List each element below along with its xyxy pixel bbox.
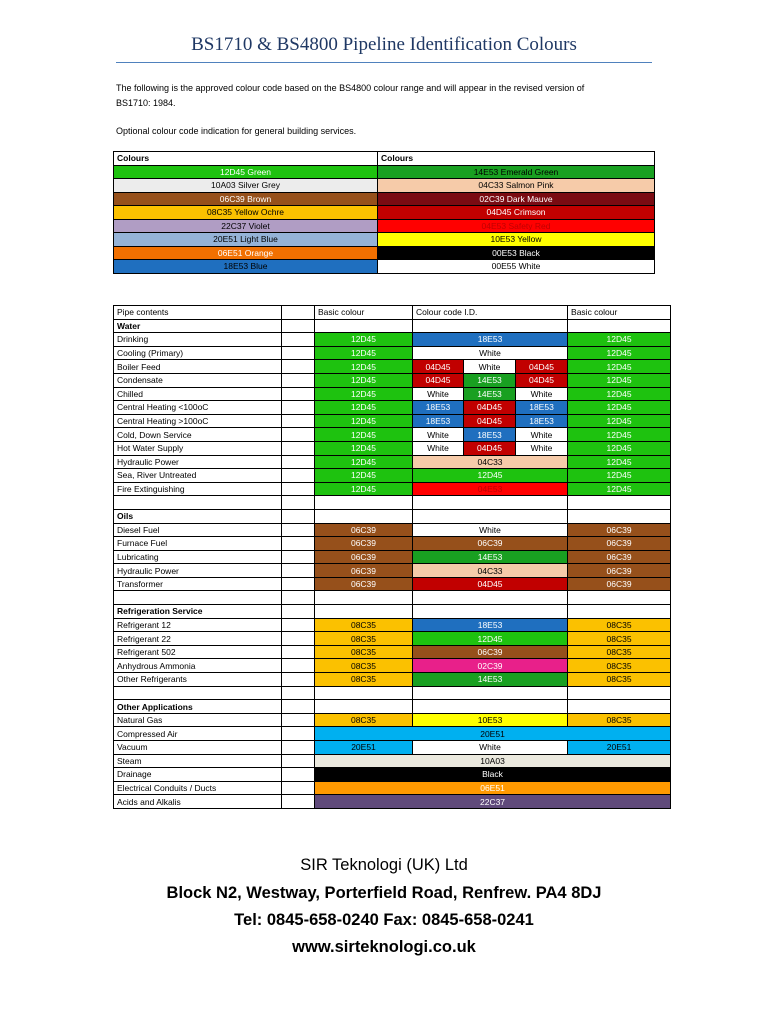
pipe-label: Refrigerant 502 — [114, 645, 282, 659]
basic-colour-cell: 12D45 — [315, 455, 413, 469]
pipe-label: Drainage — [114, 768, 282, 782]
colour-code-band: 04D45 — [464, 441, 516, 455]
basic-colour-cell — [315, 686, 413, 700]
basic-colour-cell-2: 12D45 — [568, 482, 671, 496]
colour-code-band: 14E53 — [464, 387, 516, 401]
colour-table-row — [114, 206, 655, 220]
pipe-label: Natural Gas — [114, 713, 282, 727]
basic-colour-cell — [315, 605, 413, 619]
basic-colour-cell: 06C39 — [315, 523, 413, 537]
colour-code-cell: 10E53 — [413, 713, 568, 727]
pipe-row — [114, 754, 671, 768]
pipe-row — [114, 401, 671, 415]
basic-colour-cell — [315, 700, 413, 714]
pipe-label: Sea, River Untreated — [114, 469, 282, 483]
basic-colour-cell: 12D45 — [315, 482, 413, 496]
basic-colour-cell — [315, 509, 413, 523]
basic-colour-cell — [315, 496, 413, 510]
pipe-label: Refrigerant 12 — [114, 618, 282, 632]
basic-colour-cell-2: 06C39 — [568, 577, 671, 591]
colour-swatch-left: 10A03 Silver Grey — [114, 179, 378, 193]
pipe-row — [114, 673, 671, 687]
colour-code-cell: 12D45 — [413, 469, 568, 483]
colour-code-cell: White — [413, 741, 568, 755]
header-spacer — [282, 306, 315, 320]
colour-code-band: White — [413, 441, 464, 455]
basic-colour-cell-2: 06C39 — [568, 564, 671, 578]
pipe-contents-table — [113, 305, 671, 809]
basic-colour-cell: 12D45 — [315, 360, 413, 374]
colour-swatch-right: 00E55 White — [378, 260, 655, 274]
pipe-label: Acids and Alkalis — [114, 795, 282, 809]
basic-colour-cell: 12D45 — [315, 401, 413, 415]
basic-colour-cell-2: 06C39 — [568, 523, 671, 537]
section-row — [114, 319, 671, 333]
colour-swatch-right: 10E53 Yellow — [378, 233, 655, 247]
pipe-row — [114, 645, 671, 659]
colour-swatch-left: 06E51 Orange — [114, 246, 378, 260]
colour-code-band: 18E53 — [413, 414, 464, 428]
pipe-label: Central Heating >100oC — [114, 414, 282, 428]
basic-colour-cell-2: 08C35 — [568, 632, 671, 646]
spacer-cell — [282, 428, 315, 442]
basic-colour-cell-2: 20E51 — [568, 741, 671, 755]
optional-note: Optional colour code indication for general building services. — [116, 126, 357, 136]
spacer-cell — [282, 537, 315, 551]
basic-colour-cell: 08C35 — [315, 659, 413, 673]
spacer-cell — [282, 618, 315, 632]
full-colour-cell: 06E51 — [315, 781, 671, 795]
spacer-cell — [282, 455, 315, 469]
basic-colour-cell-2 — [568, 700, 671, 714]
colour-table-row — [114, 219, 655, 233]
section-label: Other Applications — [114, 700, 282, 714]
page-title: BS1710 & BS4800 Pipeline Identification Colours — [191, 34, 577, 55]
colour-code-cell — [413, 700, 568, 714]
pipe-table-header — [114, 306, 671, 320]
spacer-cell — [282, 360, 315, 374]
colour-swatch-right: 04D45 Crimson — [378, 206, 655, 220]
spacer-cell — [282, 496, 315, 510]
basic-colour-cell: 06C39 — [315, 550, 413, 564]
basic-colour-cell-2 — [568, 686, 671, 700]
header-basic-colour: Basic colour — [315, 306, 413, 320]
spacer-cell — [282, 482, 315, 496]
full-colour-cell: 10A03 — [315, 754, 671, 768]
basic-colour-cell-2: 08C35 — [568, 659, 671, 673]
basic-colour-cell: 12D45 — [315, 346, 413, 360]
basic-colour-cell-2: 06C39 — [568, 537, 671, 551]
pipe-row — [114, 346, 671, 360]
pipe-label: Central Heating <100oC — [114, 401, 282, 415]
pipe-row — [114, 564, 671, 578]
basic-colour-cell-2: 12D45 — [568, 441, 671, 455]
colour-code-band: 04D45 — [464, 401, 516, 415]
colour-code-band: White — [516, 387, 568, 401]
spacer-cell — [282, 632, 315, 646]
colour-swatch-right: 14E53 Emerald Green — [378, 165, 655, 179]
pipe-label: Cooling (Primary) — [114, 346, 282, 360]
colour-code-cell: 14E53 — [413, 550, 568, 564]
colour-code-cell — [413, 496, 568, 510]
basic-colour-cell-2: 12D45 — [568, 346, 671, 360]
pipe-label: Fire Extinguishing — [114, 482, 282, 496]
section-label: Refrigeration Service — [114, 605, 282, 619]
pipe-row — [114, 414, 671, 428]
full-colour-cell: 20E51 — [315, 727, 671, 741]
intro-line-1: The following is the approved colour code based on the BS4800 colour range and will appear in the revised version of — [116, 83, 585, 93]
pipe-row — [114, 659, 671, 673]
blank-label — [114, 591, 282, 605]
spacer-cell — [282, 727, 315, 741]
colour-swatch-right: 00E53 Black — [378, 246, 655, 260]
pipe-label: Hot Water Supply — [114, 441, 282, 455]
basic-colour-cell: 12D45 — [315, 469, 413, 483]
pipe-row — [114, 333, 671, 347]
pipe-row — [114, 577, 671, 591]
pipe-label: Steam — [114, 754, 282, 768]
pipe-label: Anhydrous Ammonia — [114, 659, 282, 673]
spacer-cell — [282, 686, 315, 700]
colour-swatch-left: 06C39 Brown — [114, 192, 378, 206]
basic-colour-cell-2: 12D45 — [568, 373, 671, 387]
basic-colour-cell-2 — [568, 605, 671, 619]
pipe-row — [114, 441, 671, 455]
colour-table-row — [114, 179, 655, 193]
blank-row — [114, 686, 671, 700]
full-colour-cell: 22C37 — [315, 795, 671, 809]
pipe-label: Hydraulic Power — [114, 564, 282, 578]
pipe-row — [114, 373, 671, 387]
colour-table-row — [114, 260, 655, 274]
pipe-label: Transformer — [114, 577, 282, 591]
colour-code-cell — [413, 686, 568, 700]
colour-code-cell: 18E53 — [413, 618, 568, 632]
pipe-row — [114, 482, 671, 496]
pipe-row — [114, 523, 671, 537]
pipe-label: Other Refrigerants — [114, 673, 282, 687]
section-row — [114, 605, 671, 619]
basic-colour-cell-2: 08C35 — [568, 618, 671, 632]
colour-table-row — [114, 233, 655, 247]
colour-reference-table — [113, 151, 655, 274]
spacer-cell — [282, 605, 315, 619]
intro-line-2: BS1710: 1984. — [116, 98, 176, 108]
colour-code-cell: 12D45 — [413, 632, 568, 646]
colour-swatch-right: 04C33 Salmon Pink — [378, 179, 655, 193]
pipe-row — [114, 618, 671, 632]
pipe-row — [114, 455, 671, 469]
basic-colour-cell: 06C39 — [315, 537, 413, 551]
pipe-label: Furnace Fuel — [114, 537, 282, 551]
spacer-cell — [282, 700, 315, 714]
spacer-cell — [282, 469, 315, 483]
pipe-row — [114, 469, 671, 483]
colour-code-cell — [413, 319, 568, 333]
basic-colour-cell-2: 12D45 — [568, 360, 671, 374]
colour-code-cell: 04C33 — [413, 455, 568, 469]
header-basic-colour-2: Basic colour — [568, 306, 671, 320]
colour-code-band: White — [413, 428, 464, 442]
pipe-row — [114, 632, 671, 646]
colour-code-cell: 06C39 — [413, 645, 568, 659]
colour-code-band: 04D45 — [413, 360, 464, 374]
basic-colour-cell-2: 08C35 — [568, 645, 671, 659]
spacer-cell — [282, 319, 315, 333]
pipe-label: Refrigerant 22 — [114, 632, 282, 646]
basic-colour-cell: 06C39 — [315, 577, 413, 591]
pipe-label: Electrical Conduits / Ducts — [114, 781, 282, 795]
spacer-cell — [282, 768, 315, 782]
basic-colour-cell-2: 12D45 — [568, 333, 671, 347]
spacer-cell — [282, 523, 315, 537]
pipe-label: Hydraulic Power — [114, 455, 282, 469]
pipe-label: Drinking — [114, 333, 282, 347]
colour-code-band: 18E53 — [516, 414, 568, 428]
basic-colour-cell-2 — [568, 496, 671, 510]
basic-colour-cell: 12D45 — [315, 428, 413, 442]
colour-code-band: 04D45 — [464, 414, 516, 428]
basic-colour-cell: 08C35 — [315, 618, 413, 632]
basic-colour-cell-2: 12D45 — [568, 469, 671, 483]
pipe-row — [114, 387, 671, 401]
colour-code-cell — [413, 509, 568, 523]
pipe-row — [114, 795, 671, 809]
blank-row — [114, 496, 671, 510]
colour-code-cell: 14E53 — [413, 673, 568, 687]
colour-code-cell: 04D45 — [413, 577, 568, 591]
spacer-cell — [282, 401, 315, 415]
spacer-cell — [282, 741, 315, 755]
basic-colour-cell: 08C35 — [315, 632, 413, 646]
spacer-cell — [282, 795, 315, 809]
intro-paragraph — [116, 81, 656, 111]
basic-colour-cell-2: 12D45 — [568, 387, 671, 401]
colour-code-cell: 04C33 — [413, 564, 568, 578]
basic-colour-cell-2: 08C35 — [568, 713, 671, 727]
basic-colour-cell-2 — [568, 509, 671, 523]
basic-colour-cell-2: 08C35 — [568, 673, 671, 687]
colour-code-band: 18E53 — [464, 428, 516, 442]
blank-label — [114, 686, 282, 700]
basic-colour-cell-2: 06C39 — [568, 550, 671, 564]
colour-code-band: 14E53 — [464, 373, 516, 387]
spacer-cell — [282, 645, 315, 659]
pipe-row — [114, 428, 671, 442]
basic-colour-cell-2 — [568, 591, 671, 605]
pipe-row — [114, 741, 671, 755]
spacer-cell — [282, 509, 315, 523]
spacer-cell — [282, 441, 315, 455]
section-row — [114, 509, 671, 523]
company-name: SIR Teknologi (UK) Ltd — [300, 856, 468, 874]
pipe-label: Condensate — [114, 373, 282, 387]
section-label: Oils — [114, 509, 282, 523]
colour-code-cell — [413, 591, 568, 605]
company-address: Block N2, Westway, Porterfield Road, Renfrew. PA4 8DJ — [166, 884, 602, 902]
colour-code-band: 18E53 — [413, 401, 464, 415]
colour-swatch-right: 02C39 Dark Mauve — [378, 192, 655, 206]
pipe-label: Cold, Down Service — [114, 428, 282, 442]
title-underline — [116, 62, 652, 63]
spacer-cell — [282, 387, 315, 401]
pipe-row — [114, 550, 671, 564]
pipe-label: Boiler Feed — [114, 360, 282, 374]
colour-table-header — [114, 152, 655, 166]
spacer-cell — [282, 333, 315, 347]
basic-colour-cell-2: 12D45 — [568, 401, 671, 415]
colour-table-row — [114, 192, 655, 206]
blank-row — [114, 591, 671, 605]
colour-code-band: White — [516, 441, 568, 455]
colour-table-row — [114, 165, 655, 179]
basic-colour-cell: 20E51 — [315, 741, 413, 755]
spacer-cell — [282, 754, 315, 768]
basic-colour-cell: 08C35 — [315, 713, 413, 727]
basic-colour-cell-2: 12D45 — [568, 414, 671, 428]
basic-colour-cell: 12D45 — [315, 373, 413, 387]
basic-colour-cell-2: 12D45 — [568, 455, 671, 469]
colour-code-cell: 02C39 — [413, 659, 568, 673]
pipe-row — [114, 727, 671, 741]
colour-code-cell: White — [413, 523, 568, 537]
colour-code-band: White — [413, 387, 464, 401]
basic-colour-cell: 12D45 — [315, 387, 413, 401]
colour-code-band: 04D45 — [413, 373, 464, 387]
basic-colour-cell-2 — [568, 319, 671, 333]
basic-colour-cell: 06C39 — [315, 564, 413, 578]
pipe-row — [114, 537, 671, 551]
section-label: Water — [114, 319, 282, 333]
colour-table-row — [114, 246, 655, 260]
pipe-row — [114, 781, 671, 795]
company-website[interactable]: www.sirteknologi.co.uk — [292, 938, 476, 956]
basic-colour-cell: 12D45 — [315, 414, 413, 428]
header-colour-code-id: Colour code I.D. — [413, 306, 568, 320]
colour-swatch-left: 20E51 Light Blue — [114, 233, 378, 247]
pipe-label: Compressed Air — [114, 727, 282, 741]
basic-colour-cell-2: 12D45 — [568, 428, 671, 442]
colour-swatch-right: 04E53 Safety Red — [378, 219, 655, 233]
colour-code-band: White — [464, 360, 516, 374]
colour-code-cell: White — [413, 346, 568, 360]
spacer-cell — [282, 346, 315, 360]
colour-swatch-left: 22C37 Violet — [114, 219, 378, 233]
spacer-cell — [282, 659, 315, 673]
colour-code-band: White — [516, 428, 568, 442]
pipe-row — [114, 768, 671, 782]
company-phone-fax: Tel: 0845-658-0240 Fax: 0845-658-0241 — [234, 911, 534, 929]
spacer-cell — [282, 564, 315, 578]
full-colour-cell: Black — [315, 768, 671, 782]
pipe-label: Diesel Fuel — [114, 523, 282, 537]
colour-code-band: 18E53 — [516, 401, 568, 415]
basic-colour-cell: 12D45 — [315, 441, 413, 455]
pipe-label: Vacuum — [114, 741, 282, 755]
header-pipe-contents: Pipe contents — [114, 306, 282, 320]
colour-code-cell: 04E53 — [413, 482, 568, 496]
colour-swatch-left: 12D45 Green — [114, 165, 378, 179]
spacer-cell — [282, 550, 315, 564]
colour-swatch-left: 08C35 Yellow Ochre — [114, 206, 378, 220]
spacer-cell — [282, 713, 315, 727]
basic-colour-cell: 08C35 — [315, 673, 413, 687]
colour-code-band: 04D45 — [516, 360, 568, 374]
colour-swatch-left: 18E53 Blue — [114, 260, 378, 274]
blank-label — [114, 496, 282, 510]
basic-colour-cell: 12D45 — [315, 333, 413, 347]
colour-code-cell: 18E53 — [413, 333, 568, 347]
pipe-label: Lubricating — [114, 550, 282, 564]
colour-code-cell — [413, 605, 568, 619]
spacer-cell — [282, 577, 315, 591]
spacer-cell — [282, 373, 315, 387]
colour-header-left: Colours — [114, 152, 378, 166]
colour-header-right: Colours — [378, 152, 655, 166]
section-row — [114, 700, 671, 714]
colour-code-cell: 06C39 — [413, 537, 568, 551]
spacer-cell — [282, 781, 315, 795]
basic-colour-cell — [315, 591, 413, 605]
pipe-row — [114, 360, 671, 374]
basic-colour-cell: 08C35 — [315, 645, 413, 659]
pipe-row — [114, 713, 671, 727]
spacer-cell — [282, 673, 315, 687]
spacer-cell — [282, 414, 315, 428]
colour-code-band: 04D45 — [516, 373, 568, 387]
basic-colour-cell — [315, 319, 413, 333]
pipe-label: Chilled — [114, 387, 282, 401]
spacer-cell — [282, 591, 315, 605]
